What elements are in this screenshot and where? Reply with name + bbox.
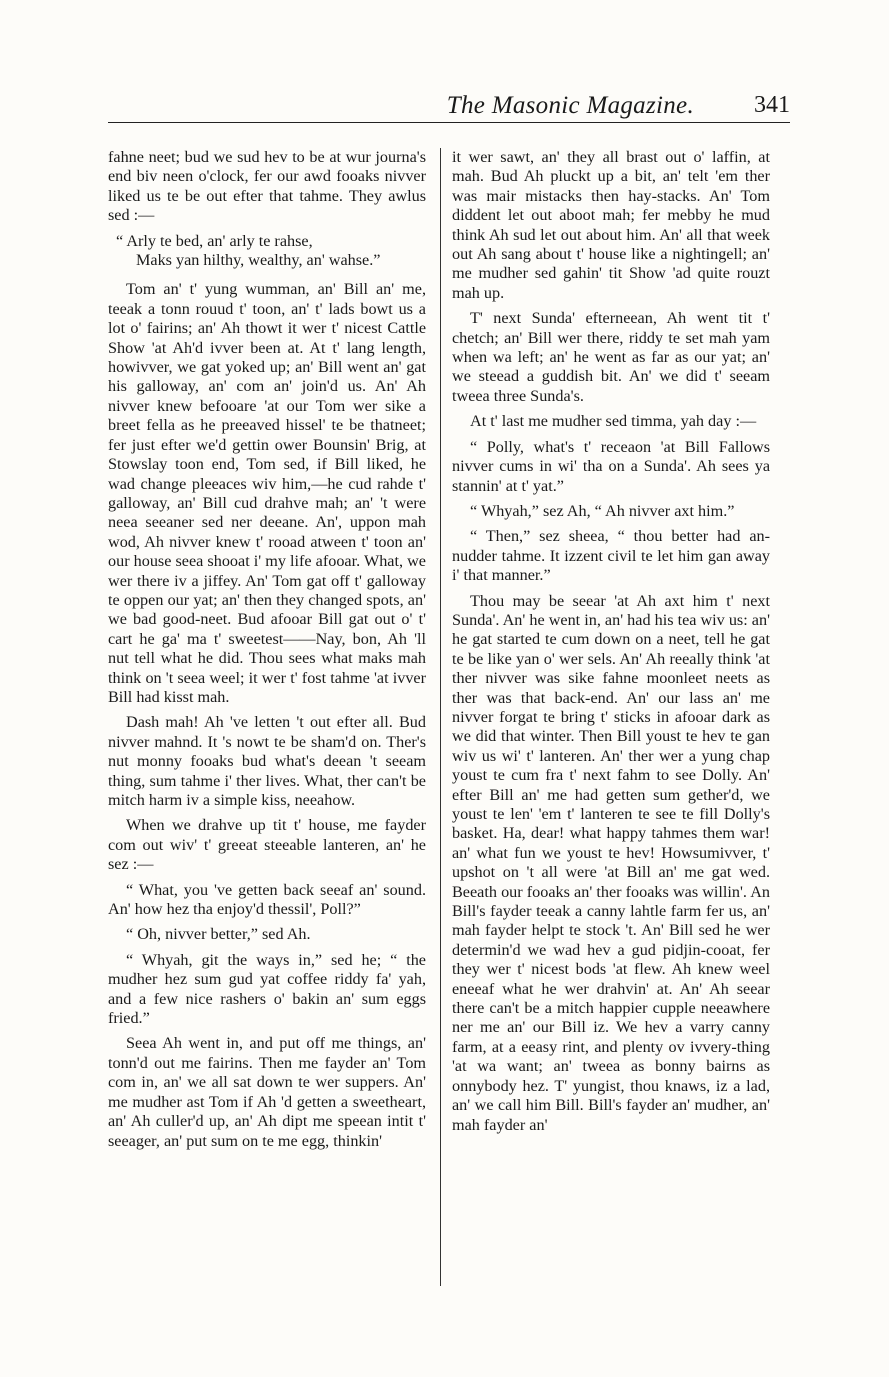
paragraph: “ Polly, what's t' receaon 'at Bill Fallows nivver cums in wi' tha on a Sunda'. Ah sees ya stannin' at t' yat.” (452, 437, 770, 495)
paragraph: “ What, you 've getten back seeaf an' sound. An' how hez tha enjoy'd thessil', Poll?” (108, 880, 426, 919)
column-divider (440, 148, 441, 1286)
page-number: 341 (754, 92, 790, 118)
paragraph: Thou may be seear 'at Ah axt him t' next Sunda'. An' he went in, an' had his tea wiv us: an' he gat started te cum down on a neet, tell he gat te be like yan o' wer sels. An' Ah reeally think 'at ther nivver was sike fahne moonleet neets as ther was that back-end. An' our lass an' me nivver forgat te bring t' sticks in afooar dark as we did that winter. Then Bill youst te hev te gan wiv us wi' t' lanteren. An' ther wer a yung chap youst te cum fra t' next fahm to see Dolly. An' efter Bill an' me had getten sum gether'd, we youst te len' 'em t' lanteren te see te fill Dolly's basket. Ha, dear! what happy tahmes them war! an' what fun we youst te hev! Howsumivver, t' upshot on 't all were 'at Bill an' me gat wed. Beeath our fooaks an' ther fooaks was willin'. An Bill's fayder teeak a canny lahtle farm fer us, an' mah fayder helpt te stock 't. An' Bill sed he wer determin'd we wad hev a gud pidjin-cooat, fer they wer t' nicest bods 'at flew. Ah knew weel eneeaf what he wer drahvin' at. An' Ah seear there can't be a mitch happier cupple neeawhere ner me an' our Bill iz. We hev a varry canny farm, at a eeasy rint, and plenty ov ivvery-thing 'at wa want; an' tweea as bonny bairns as onnybody hez. T' yungist, thou knaws, iz a lad, an' we call him Bill. Bill's fayder an' mudher, an' mah fayder an' (452, 591, 770, 1134)
running-header (108, 88, 790, 123)
right-column (452, 148, 770, 1141)
paragraph: “ Whyah, git the ways in,” sed he; “ the mudher hez sum gud yat coffee riddy fa' yah, and a few nice rashers o' bakin an' sum eggs fried.” (108, 950, 426, 1028)
left-column (108, 148, 426, 1157)
paragraph: fahne neet; bud we sud hev to be at wur journa's end biv neen o'clock, fer our awd fooaks nivver liked us te be out efter that tahme. They awlus sed :— (108, 148, 426, 225)
paragraph: Seea Ah went in, and put off me things, an' tonn'd out me fairins. Then me fayder an' Tom com in, an' we all sat down te wer suppers. An' me mudher ast Tom if Ah 'd getten a sweetheart, an' Ah culler'd up, an' Ah dipt me speean intit t' seeager, an' put sum on te me egg, thinkin' (108, 1034, 426, 1150)
paragraph: Dash mah! Ah 've letten 't out efter all. Bud nivver mahnd. It 's nowt te be sham'd on. Ther's nut monny fooaks bud what's deean 't seeam thing, sum tahme i' ther lives. What, ther can't be mitch harm iv a simple kiss, neeahow. (108, 713, 426, 809)
paragraph: T' next Sunda' efterneean, Ah went tit t' chetch; an' Bill wer there, riddy te set mah yam when wa left; an' he went as far as our yat; an' we steead a guddish bit. An' we did t' seeam tweea three Sunda's. (452, 309, 770, 405)
paragraph: “ Then,” sez sheea, “ thou better had an-nudder tahme. It izzent civil te let him gan away i' that manner.” (452, 527, 770, 585)
paragraph: Tom an' t' yung wumman, an' Bill an' me, teeak a tonn rouud t' toon, an' t' lads bowt us a lot o' fairins; an' Ah thowt it wer t' nicest Cattle Show 'at Ah'd ivver been at. At t' lang length, howivver, we gat yoked up; an' Bill went an' gat his galloway, an' com an' join'd us. An' Ah nivver knew befooare 'at our Tom wer sike a breet fella as he preeaved hissel' te be thatneet; fer just efter we'd gettin ower Bounsin' Brig, at Stowslay toon end, Tom sed, if Bill liked, he wad change pleeaces wiv him,—he cud rahde t' galloway, an' Bill cud drahve mah; an' 't were neea seeaner sed ner deeane. An', uppon mah wod, Ah nivver knew t' rooad atween t' toon an' our house seea shooat i' my life afooar. What, we wer there iv a jiffey. An' Tom gat off t' galloway te oppen our yat; an' then they changed spots, an' we bad good-neet. Bud afooar Bill gat out o' t' cart he ga' ma t' sweetest——Nay, bon, Ah 'll nut tell what he did. Thou sees what maks mah think on 't seea weel; it wer t' fost tahme 'at ivver Bill had kisst mah. (108, 280, 426, 706)
verse (116, 232, 426, 271)
paragraph: “ Oh, nivver better,” sed Ah. (126, 925, 311, 944)
verse-line: “ Arly te bed, an' arly te rahse, (116, 231, 313, 250)
verse-line: Maks yan hilthy, wealthy, an' wahse.” (136, 251, 381, 270)
paragraph: When we drahve up tit t' house, me fayder com out wiv' t' greeat steeable lanteren, an' he sez :— (108, 816, 426, 874)
paragraph: “ Whyah,” sez Ah, “ Ah nivver axt him.” (470, 501, 735, 520)
magazine-title: The Masonic Magazine. (446, 92, 694, 119)
paragraph: it wer sawt, an' they all brast out o' laffin, at mah. Bud Ah pluckt up a bit, an' telt 'em ther was mair mistacks then hay-stacks. An' Tom diddent let out aboot mah; fer mebby he mud think Ah sud let out about him. An' all that week out Ah sang about t' house like a nightingell; an' me mudher sed gahin' tit Show 'ad quite rouzt mah up. (452, 148, 770, 302)
paragraph: At t' last me mudher sed timma, yah day :— (470, 412, 757, 431)
